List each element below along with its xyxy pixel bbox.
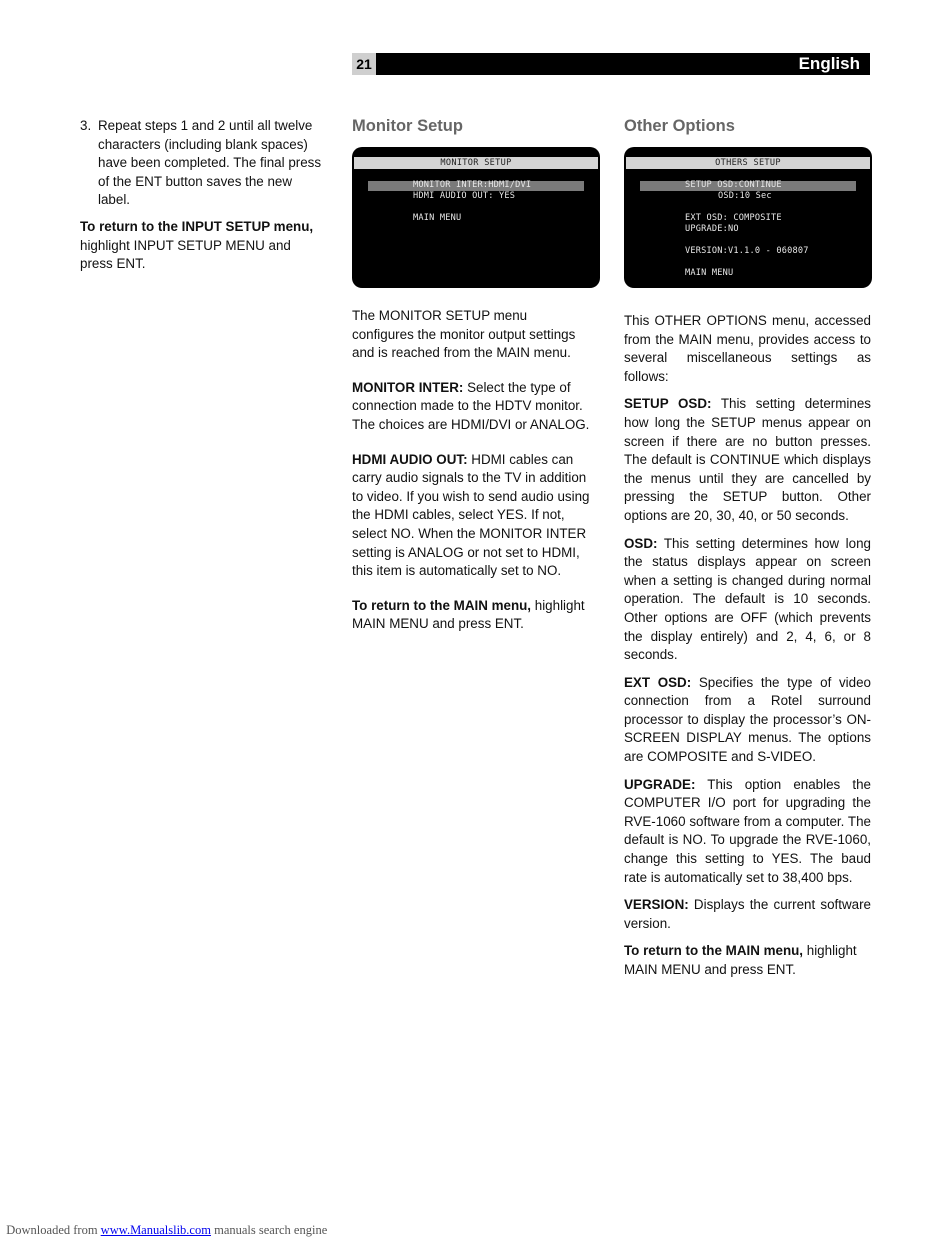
step-text: Repeat steps 1 and 2 until all twelve characters (including blank spaces) have been completed. The final press of the ENT button saves the new label.	[98, 118, 322, 208]
return-instruction	[624, 942, 871, 979]
return-instruction-label: To return to the INPUT SETUP menu,	[80, 218, 314, 234]
return-instruction-text: highlight INPUT SETUP MENU and press ENT.	[80, 237, 291, 272]
screen-line: MONITOR INTER:HDMI/DVI	[413, 180, 532, 190]
option-label: To return to the MAIN menu,	[352, 597, 532, 613]
option-paragraph	[624, 535, 871, 665]
step-number: 3.	[80, 118, 92, 133]
page-number: 21	[352, 53, 376, 75]
option-label: MONITOR INTER:	[352, 379, 464, 395]
option-paragraph	[352, 451, 592, 581]
option-paragraph	[352, 379, 592, 435]
footer-prefix: Downloaded from	[6, 1223, 101, 1237]
screen-title: OTHERS SETUP	[626, 157, 870, 169]
monitor-setup-section	[352, 117, 592, 634]
option-label: OSD:	[624, 535, 658, 551]
footer-suffix: manuals search engine	[210, 1223, 328, 1237]
option-text: Specifies the type of video connection from a Rotel surround processor to display the processor’s ON-SCREEN DISPLAY menus. The options are COMPOSITE and S-VIDEO.	[624, 674, 871, 765]
option-text: This option enables the COMPUTER I/O port for upgrading the RVE-1060 software from a computer. The default is NO. To upgrade the RVE-1060, change this setting to YES. The baud rate is automatically set to 38,400 bps.	[624, 776, 871, 885]
page-header-bar	[352, 53, 870, 75]
option-text: Select the type of connection made to the HDTV monitor. The choices are HDMI/DVI or ANALOG.	[352, 379, 590, 432]
footer	[0, 1208, 327, 1238]
section-heading: Other Options	[624, 117, 735, 135]
option-paragraph	[624, 776, 871, 888]
screen-line: SETUP OSD:CONTINUE	[685, 180, 782, 190]
option-text: HDMI cables can carry audio signals to the TV in addition to video. If you wish to send audio using the HDMI cables, select YES. If not, select NO. When the MONITOR INTER setting is ANALOG or not set to HDMI, this item is automatically set to NO.	[352, 451, 590, 579]
screen-line: OSD:10 Sec	[718, 191, 772, 201]
screen-line: UPGRADE:NO	[685, 224, 739, 234]
language-label: English	[798, 54, 860, 73]
screen-line: MAIN MENU	[685, 268, 734, 278]
option-text: This setting determines how long the status displays appear on screen when a setting is changed during normal operation. The default is 10 seconds. Other options are OFF (which prevents the display entirely) and 2, 4, 6, or 8 seconds.	[624, 535, 871, 663]
option-paragraph	[624, 896, 871, 933]
left-column	[80, 117, 327, 274]
option-label: HDMI AUDIO OUT:	[352, 451, 468, 467]
screen-title: MONITOR SETUP	[354, 157, 598, 169]
other-options-body	[624, 312, 871, 980]
option-label: To return to the MAIN menu,	[624, 943, 804, 959]
option-label: VERSION:	[624, 897, 689, 913]
option-text: highlight MAIN MENU and press ENT.	[352, 597, 585, 632]
others-setup-screen	[624, 147, 872, 288]
section-heading: Monitor Setup	[352, 117, 463, 135]
screen-line: HDMI AUDIO OUT: YES	[413, 191, 516, 201]
intro-paragraph: The MONITOR SETUP menu configures the monitor output settings and is reached from the MAIN menu.	[352, 308, 576, 361]
intro-paragraph: This OTHER OPTIONS menu, accessed from the MAIN menu, provides access to several miscellaneous settings as follows:	[624, 313, 871, 384]
return-instruction	[80, 218, 327, 274]
screen-line: MAIN MENU	[413, 213, 462, 223]
manualslib-link[interactable]: www.Manualslib.com	[100, 1223, 211, 1237]
screen-line: VERSION:V1.1.0 - 060807	[685, 246, 809, 256]
option-paragraph	[624, 395, 871, 525]
monitor-setup-screen	[352, 147, 600, 288]
option-label: EXT OSD:	[624, 674, 692, 690]
option-text: Displays the current software version.	[624, 897, 871, 931]
screen-line: EXT OSD: COMPOSITE	[685, 213, 782, 223]
return-instruction	[352, 597, 592, 634]
option-label: SETUP OSD:	[624, 396, 712, 412]
option-label: UPGRADE:	[624, 776, 696, 792]
other-options-section	[624, 117, 871, 980]
step-item	[80, 117, 327, 210]
option-text: highlight MAIN MENU and press ENT.	[624, 943, 857, 977]
option-text: This setting determines how long the SETUP menus appear on screen if there are no button presses. The default is CONTINUE which displays the menus until they are cancelled by pressing the SETUP button. Other options are 20, 30, 40, or 50 seconds.	[624, 396, 871, 523]
monitor-setup-body	[352, 307, 592, 634]
option-paragraph	[624, 674, 871, 767]
